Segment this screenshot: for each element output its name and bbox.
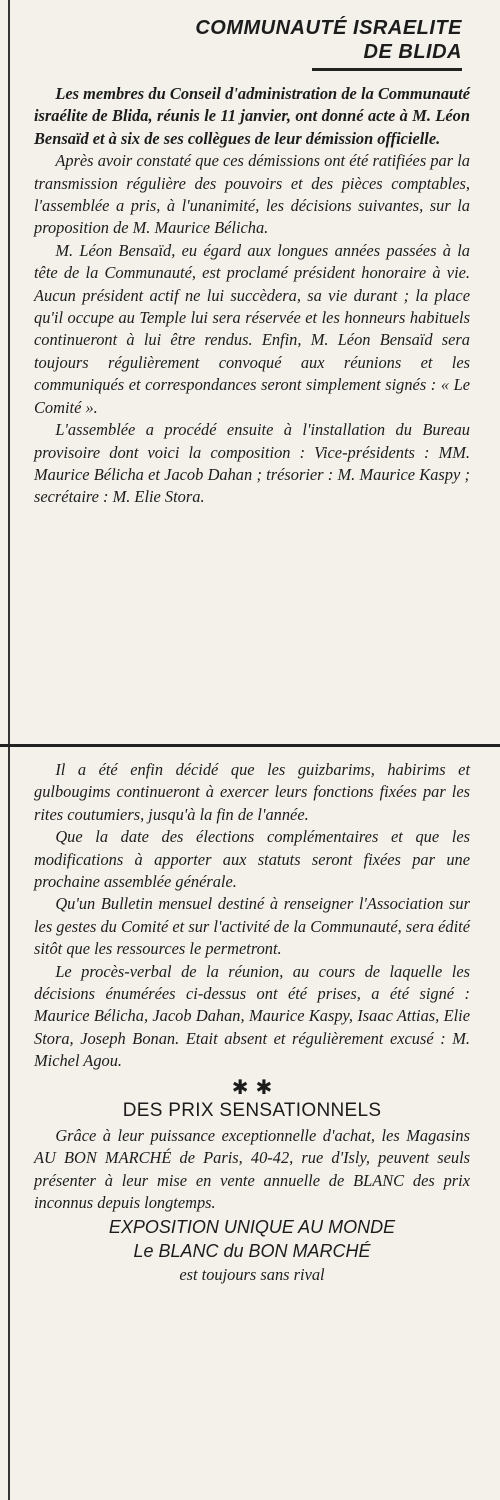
article-paragraph-4: L'assemblée a procédé ensuite à l'installation du Bureau provisoire dont voici la composition : Vice-présidents : MM. Maurice Bélicha et Jacob Dahan ; trésorier : M. Maurice Kaspy ; secrétaire : M. Elie Stora. [34,420,470,507]
advert-line-1: EXPOSITION UNIQUE AU MONDE [108,1217,396,1238]
column-rule [8,0,10,1500]
article-continuation [34,759,470,1286]
advert-line-2: Le BLANC du BON MARCHÉ [133,1241,371,1262]
advert-title: DES PRIX SENSATIONNELS [122,1099,382,1121]
advert-line-3: est toujours sans rival [179,1265,325,1285]
article-title-line-2: DE BLIDA [363,41,462,63]
clipping-divider [0,744,500,747]
article-paragraph-5: Il a été enfin décidé que les guizbarims, habirims et gulbougims continueront à exercer leurs fonctions fixées par les rites coutumiers, jusqu'à la fin de l'année. [34,760,470,824]
article-title [34,16,462,64]
article-paragraph-8: Le procès-verbal de la réunion, au cours de laquelle les décisions énumérées ci-dessus ont été prises, a été signé : Maurice Bélicha, Jacob Dahan, Maurice Kaspy, Isaac Attias, Elie Stora, Joseph Bonan. Etait absent et régulièrement excusé : M. Michel Agou. [34,961,470,1071]
article-paragraph-1: Les membres du Conseil d'administration de la Communauté israélite de Blida, réunis le 11 janvier, ont donné acte à M. Léon Bensaïd et à six de ses collègues de leur démission officielle. [34,84,470,148]
article-paragraph-3: M. Léon Bensaïd, eu égard aux longues années passées à la tête de la Communauté, est proclamé président honoraire à vie. Aucun président actif ne lui succèdera, sa vie durant ; la place qu'il occupe au Temple lui sera réservée et les honneurs habituels continueront à lui être rendus. Enfin, M. Léon Bensaïd sera toujours régulièrement convoqué aux réunions et les communiqués et correspondances seront simplement signés : « Le Comité ». [34,240,470,417]
title-underline [312,68,462,71]
article-paragraph-7: Qu'un Bulletin mensuel destiné à renseigner l'Association sur les gestes du Comité et sur l'activité de la Communauté, sera édité sitôt que les ressources le permetront. [34,894,470,959]
article-paragraph-6: Que la date des élections complémentaires et que les modifications à apporter aux statuts seront fixées par une prochaine assemblée générale. [34,827,470,892]
article-paragraph-2: Après avoir constaté que ces démissions ont été ratifiées par la transmission régulière des pouvoirs et des pièces comptables, l'assemblée a pris, à l'unanimité, les décisions suivantes, sur la proposition de M. Maurice Bélicha. [34,151,470,238]
advert-text: Grâce à leur puissance exceptionnelle d'achat, les Magasins AU BON MARCHÉ de Paris, 40-42, rue d'Isly, peuvent seuls présenter à leur mise en vente annuelle de BLANC des prix inconnus depuis longtemps. [34,1125,470,1212]
asterism-separator: ✱ ✱ [231,1074,273,1099]
article-title-line-1: COMMUNAUTÉ ISRAELITE [195,17,462,39]
